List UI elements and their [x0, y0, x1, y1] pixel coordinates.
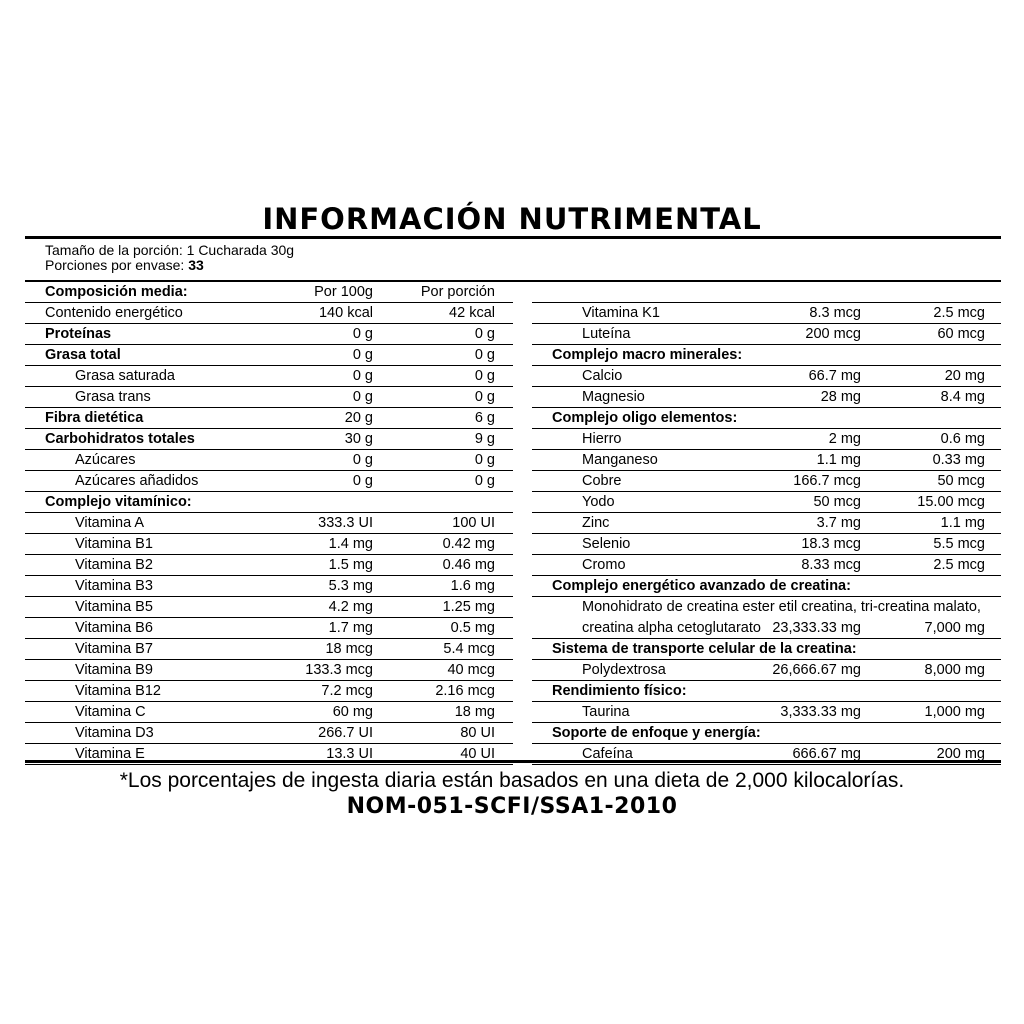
nutrient-label: Taurina [582, 704, 630, 720]
value-per-serving: 18 mg [454, 704, 495, 720]
page-title: INFORMACIÓN NUTRIMENTAL [262, 202, 762, 236]
table-row [532, 387, 1001, 408]
nutrient-label: Manganeso [582, 452, 658, 468]
table-row [532, 492, 1001, 513]
table-row [25, 408, 513, 429]
value-per-serving: 100 UI [452, 515, 495, 531]
value-per-serving: 0.5 mg [450, 620, 495, 636]
value-per-serving: 42 kcal [449, 305, 495, 321]
table-row [25, 744, 513, 765]
value-per-100g: 0 g [352, 389, 373, 405]
nutrient-label: Complejo energético avanzado de creatina: [552, 578, 851, 594]
nutrient-label: Grasa total [45, 347, 121, 363]
table-row [25, 681, 513, 702]
value-per-100g: 50 mcg [813, 494, 861, 510]
value-per-serving: 0.6 mg [940, 431, 985, 447]
nutrient-label: Grasa saturada [75, 368, 175, 384]
value-per-100g: 66.7 mg [808, 368, 861, 384]
value-per-serving: 0 g [474, 473, 495, 489]
value-per-serving: 1.25 mg [442, 599, 495, 615]
value-per-100g: 200 mcg [805, 326, 861, 342]
value-per-serving: 7,000 mg [924, 620, 985, 636]
value-per-serving: 60 mcg [937, 326, 985, 342]
nutrient-label: Sistema de transporte celular de la creatina: [552, 641, 857, 657]
value-per-serving: 40 UI [460, 746, 495, 762]
nutrient-label: Selenio [582, 536, 631, 552]
table-row [532, 702, 1001, 723]
nutrient-label: Rendimiento físico: [552, 683, 687, 699]
nutrient-label: Vitamina C [75, 704, 146, 720]
serving-size: Tamaño de la porción: 1 Cucharada 30g [45, 242, 295, 258]
nutrient-label: Vitamina B1 [75, 536, 153, 552]
nutrient-label: Complejo vitamínico: [45, 494, 192, 510]
nutrient-label: Vitamina D3 [75, 725, 154, 741]
value-per-100g: 13.3 UI [326, 746, 373, 762]
value-per-100g: 8.3 mcg [809, 305, 861, 321]
value-per-100g: 1.5 mg [328, 557, 373, 573]
value-per-100g: 18.3 mcg [801, 536, 861, 552]
right-rows [532, 303, 1001, 765]
regulation-code: NOM-051-SCFI/SSA1-2010 [346, 794, 678, 819]
value-per-100g: 23,333.33 mg [772, 620, 861, 636]
table-row [532, 660, 1001, 681]
value-per-100g: 166.7 mcg [793, 473, 861, 489]
nutrient-label: Monohidrato de creatina ester etil creatina, tri-creatina malato, [582, 599, 981, 615]
nutrient-label: Carbohidratos totales [45, 431, 195, 447]
table-row [25, 534, 513, 555]
nutrient-label: Cobre [582, 473, 622, 489]
value-per-serving: 6 g [474, 410, 495, 426]
value-per-100g: 1.4 mg [328, 536, 373, 552]
value-per-100g: 0 g [352, 326, 373, 342]
table-row [25, 618, 513, 639]
table-row [532, 681, 1001, 702]
value-per-serving: 40 mcg [447, 662, 495, 678]
value-per-serving: 0 g [474, 452, 495, 468]
nutrient-label: Hierro [582, 431, 622, 447]
value-per-100g: 26,666.67 mg [772, 662, 861, 678]
value-per-serving: 8,000 mg [924, 662, 985, 678]
value-per-100g: 5.3 mg [328, 578, 373, 594]
left-column [25, 282, 513, 765]
table-row [25, 450, 513, 471]
serving-info [45, 243, 294, 273]
nutrient-label: Cafeína [582, 746, 633, 762]
nutrient-label: Magnesio [582, 389, 645, 405]
table-row [25, 702, 513, 723]
table-row [532, 744, 1001, 765]
table-row [25, 471, 513, 492]
table-row [532, 450, 1001, 471]
header-row [25, 282, 513, 303]
nutrient-label: Azúcares [75, 452, 136, 468]
value-per-100g: 333.3 UI [318, 515, 373, 531]
value-per-serving: 5.4 mcg [443, 641, 495, 657]
value-per-serving: 50 mcg [937, 473, 985, 489]
value-per-100g: 18 mcg [325, 641, 373, 657]
table-row [25, 492, 513, 513]
value-per-100g: 133.3 mcg [305, 662, 373, 678]
servings-per-container-value: 33 [188, 257, 204, 273]
value-per-100g: 0 g [352, 452, 373, 468]
nutrient-label: Polydextrosa [582, 662, 666, 678]
header-per-100g: Por 100g [314, 284, 373, 300]
value-per-serving: 200 mg [936, 746, 985, 762]
nutrient-label: Vitamina B7 [75, 641, 153, 657]
value-per-serving: 2.5 mcg [933, 305, 985, 321]
table-row [532, 723, 1001, 744]
nutrient-label: Vitamina B2 [75, 557, 153, 573]
table-row [25, 366, 513, 387]
nutrient-label: Vitamina K1 [582, 305, 660, 321]
value-per-100g: 1.7 mg [328, 620, 373, 636]
nutrient-label: Complejo macro minerales: [552, 347, 743, 363]
nutrient-label: Fibra dietética [45, 410, 144, 426]
nutrient-label: Proteínas [45, 326, 112, 342]
nutrient-label: Vitamina B12 [75, 683, 161, 699]
value-per-100g: 140 kcal [318, 305, 373, 321]
nutrient-label: Complejo oligo elementos: [552, 410, 738, 426]
nutrient-label: Zinc [582, 515, 610, 531]
table-row [532, 618, 1001, 639]
value-per-serving: 5.5 mcg [933, 536, 985, 552]
header-composition: Composición media: [45, 284, 188, 300]
value-per-serving: 0.46 mg [442, 557, 495, 573]
table-row [532, 597, 1001, 618]
value-per-100g: 3,333.33 mg [780, 704, 861, 720]
value-per-serving: 8.4 mg [940, 389, 985, 405]
nutrient-label: Soporte de enfoque y energía: [552, 725, 761, 741]
value-per-100g: 60 mg [332, 704, 373, 720]
value-per-serving: 0 g [474, 347, 495, 363]
nutrient-label: creatina alpha cetoglutarato [582, 620, 761, 636]
table-row [532, 345, 1001, 366]
nutrition-table [25, 236, 1001, 763]
right-column [532, 282, 1001, 765]
table-row [25, 639, 513, 660]
nutrient-label: Contenido energético [45, 305, 183, 321]
nutrient-label: Luteína [582, 326, 631, 342]
value-per-serving: 80 UI [460, 725, 495, 741]
value-per-serving: 20 mg [944, 368, 985, 384]
value-per-100g: 0 g [352, 368, 373, 384]
table-row [532, 534, 1001, 555]
servings-per-container [45, 258, 294, 273]
table-row [25, 513, 513, 534]
footnote: *Los porcentajes de ingesta diaria están basados en una dieta de 2,000 kilocalorías. [119, 769, 905, 792]
header-row-right [532, 282, 1001, 303]
value-per-serving: 0.33 mg [932, 452, 985, 468]
table-row [532, 471, 1001, 492]
table-row [25, 303, 513, 324]
value-per-100g: 7.2 mcg [321, 683, 373, 699]
table-row [532, 513, 1001, 534]
nutrient-label: Vitamina A [75, 515, 145, 531]
table-row [532, 324, 1001, 345]
value-per-100g: 2 mg [828, 431, 861, 447]
nutrient-label: Vitamina B5 [75, 599, 153, 615]
value-per-serving: 9 g [474, 431, 495, 447]
nutrient-label: Vitamina B3 [75, 578, 153, 594]
value-per-serving: 0 g [474, 389, 495, 405]
value-per-100g: 3.7 mg [816, 515, 861, 531]
header-per-serving: Por porción [420, 284, 495, 300]
nutrient-label: Calcio [582, 368, 623, 384]
table-row [25, 387, 513, 408]
table-row [25, 345, 513, 366]
value-per-100g: 30 g [344, 431, 373, 447]
value-per-serving: 15.00 mcg [917, 494, 985, 510]
value-per-serving: 0.42 mg [442, 536, 495, 552]
value-per-serving: 2.16 mcg [435, 683, 495, 699]
table-row [25, 429, 513, 450]
value-per-serving: 0 g [474, 368, 495, 384]
nutrient-label: Yodo [582, 494, 615, 510]
nutrient-label: Vitamina B9 [75, 662, 153, 678]
nutrient-label: Cromo [582, 557, 626, 573]
value-per-100g: 666.67 mg [792, 746, 861, 762]
table-row [532, 408, 1001, 429]
value-per-100g: 0 g [352, 347, 373, 363]
table-row [25, 576, 513, 597]
value-per-100g: 4.2 mg [328, 599, 373, 615]
value-per-100g: 266.7 UI [318, 725, 373, 741]
table-row [25, 324, 513, 345]
nutrient-label: Vitamina B6 [75, 620, 153, 636]
table-row [25, 597, 513, 618]
value-per-100g: 28 mg [820, 389, 861, 405]
value-per-100g: 0 g [352, 473, 373, 489]
value-per-serving: 0 g [474, 326, 495, 342]
table-row [532, 366, 1001, 387]
table-row [25, 660, 513, 681]
table-row [532, 555, 1001, 576]
value-per-serving: 2.5 mcg [933, 557, 985, 573]
nutrient-label: Vitamina E [75, 746, 145, 762]
value-per-serving: 1.6 mg [450, 578, 495, 594]
table-row [532, 576, 1001, 597]
value-per-100g: 20 g [344, 410, 373, 426]
value-per-serving: 1,000 mg [924, 704, 985, 720]
table-row [25, 555, 513, 576]
nutrient-label: Azúcares añadidos [75, 473, 199, 489]
value-per-100g: 1.1 mg [816, 452, 861, 468]
servings-per-container-label: Porciones por envase: [45, 257, 185, 273]
value-per-serving: 1.1 mg [940, 515, 985, 531]
nutrient-label: Grasa trans [75, 389, 151, 405]
value-per-100g: 8.33 mcg [801, 557, 861, 573]
table-row [532, 429, 1001, 450]
table-row [25, 723, 513, 744]
table-row [532, 639, 1001, 660]
left-rows [25, 303, 513, 765]
table-row [532, 303, 1001, 324]
